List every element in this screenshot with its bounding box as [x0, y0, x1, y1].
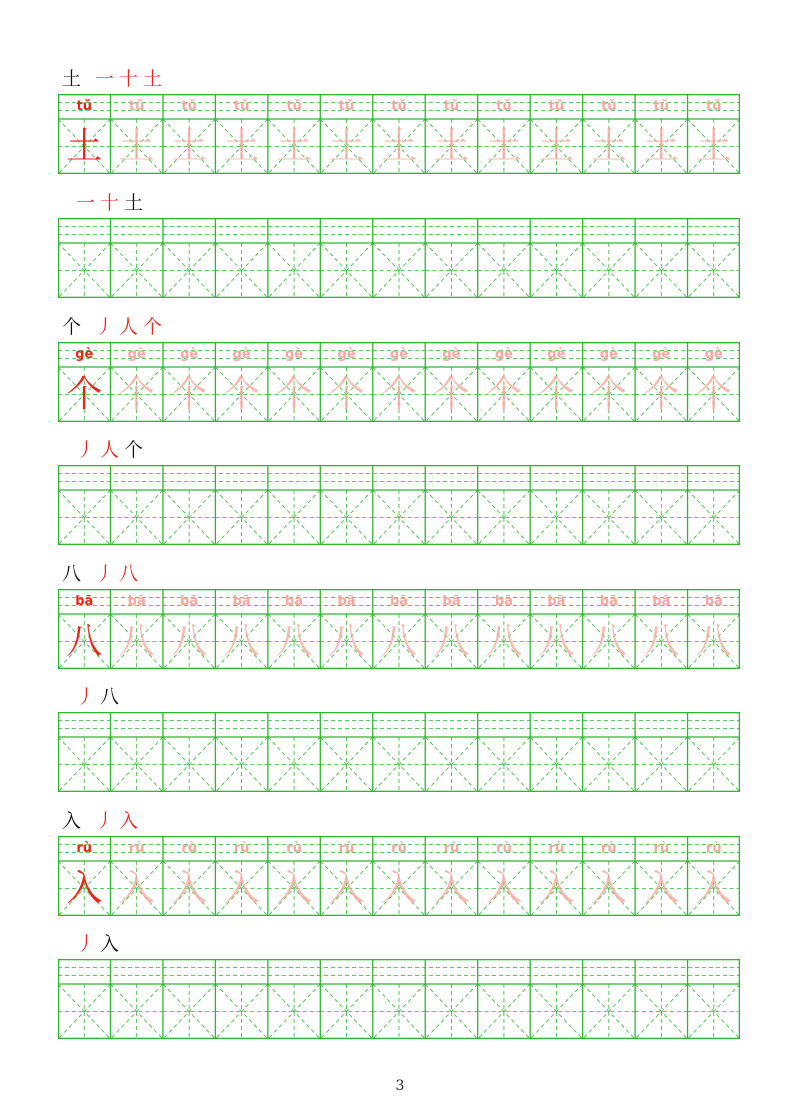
practice-stroke: 丿 [76, 686, 96, 708]
stroke-step-final: 个 [143, 316, 163, 338]
trace-cell [635, 342, 687, 422]
pinyin-trace: gè [337, 347, 356, 362]
pinyin-trace: rù [705, 841, 722, 856]
pinyin-trace: bā [599, 594, 618, 609]
trace-character: 土 [433, 126, 470, 167]
model-character: 入 [66, 868, 103, 909]
trace-character: 个 [118, 374, 155, 415]
pinyin-trace: bā [389, 594, 409, 609]
trace-cell [163, 94, 215, 174]
grid-lines [58, 712, 740, 792]
pinyin: rù [76, 841, 93, 856]
tracing-grid [58, 94, 740, 174]
trace-cell [215, 94, 267, 174]
practice-stroke-final: 土 [124, 192, 144, 214]
trace-character: 个 [328, 374, 365, 415]
pinyin-trace: gè [704, 347, 723, 362]
trace-cell [688, 589, 740, 669]
trace-cell [320, 342, 372, 422]
pinyin-trace: bā [547, 594, 566, 609]
stroke-order-header [62, 808, 143, 834]
trace-character: 入 [590, 868, 627, 909]
trace-cell [478, 589, 530, 669]
pinyin-trace: gè [232, 347, 251, 362]
trace-cell [530, 589, 582, 669]
trace-cell [635, 94, 687, 174]
trace-cell [268, 342, 320, 422]
pinyin: gè [75, 347, 94, 362]
pinyin-trace: tǔ [496, 99, 512, 114]
pinyin-trace: gè [494, 347, 513, 362]
model-cell [58, 836, 110, 916]
pinyin-trace: rù [443, 841, 460, 856]
trace-character: 土 [590, 126, 627, 167]
trace-cell [163, 342, 215, 422]
practice-stroke-final: 个 [124, 439, 144, 461]
trace-cell [163, 836, 215, 916]
trace-cell [530, 94, 582, 174]
trace-character: 八 [590, 621, 627, 662]
trace-cell [215, 589, 267, 669]
stroke-step: 十 [119, 68, 139, 90]
character-label: 个 [62, 316, 82, 338]
pinyin-trace: rù [233, 841, 250, 856]
pinyin-trace: rù [181, 841, 197, 856]
trace-character: 个 [590, 374, 627, 415]
pinyin-trace: bā [337, 594, 356, 609]
practice-stroke: 丿 [76, 439, 96, 461]
pinyin-trace: rù [653, 841, 670, 856]
pinyin-trace: gè [180, 347, 199, 362]
trace-character: 入 [118, 868, 155, 909]
trace-cell [425, 94, 477, 174]
pinyin-trace: rù [496, 841, 512, 856]
practice-stroke-header [76, 931, 124, 957]
trace-character: 八 [171, 621, 208, 662]
model-character: 个 [66, 374, 103, 415]
pinyin-trace: bā [285, 594, 304, 609]
pinyin-trace: tǔ [391, 99, 407, 114]
practice-grid [58, 959, 740, 1039]
grid-cells [58, 589, 740, 669]
grid-cells [58, 836, 740, 916]
pinyin-trace: bā [704, 594, 723, 609]
trace-cell [635, 836, 687, 916]
trace-character: 入 [328, 868, 365, 909]
pinyin-trace: tǔ [706, 99, 722, 114]
trace-cell [583, 589, 635, 669]
tracing-grid [58, 342, 740, 422]
stroke-step: 丿 [95, 810, 115, 832]
stroke-step-final: 入 [119, 810, 139, 832]
trace-cell [373, 836, 425, 916]
trace-character: 八 [118, 621, 155, 662]
trace-character: 土 [276, 126, 313, 167]
practice-stroke-final: 入 [100, 933, 120, 955]
pinyin-trace: bā [180, 594, 199, 609]
pinyin-trace: tǔ [601, 99, 617, 114]
trace-character: 个 [223, 374, 260, 415]
pinyin-trace: rù [286, 841, 302, 856]
pinyin: bā [75, 594, 94, 609]
grid-cells [58, 342, 740, 422]
trace-cell [530, 342, 582, 422]
trace-character: 八 [643, 621, 680, 662]
trace-cell [110, 836, 162, 916]
trace-cell [268, 94, 320, 174]
trace-character: 土 [118, 126, 155, 167]
trace-character: 入 [695, 868, 732, 909]
trace-cell [163, 589, 215, 669]
grid-lines [58, 218, 740, 298]
practice-stroke: 人 [100, 439, 120, 461]
stroke-step: 人 [119, 316, 139, 338]
trace-character: 入 [485, 868, 522, 909]
tracing-grid [58, 589, 740, 669]
pinyin-trace: gè [547, 347, 566, 362]
trace-character: 入 [276, 868, 313, 909]
practice-stroke-header [76, 684, 124, 710]
trace-character: 个 [171, 374, 208, 415]
character-label: 土 [62, 68, 82, 90]
trace-cell [268, 836, 320, 916]
trace-cell [320, 589, 372, 669]
trace-cell [110, 342, 162, 422]
trace-cell [583, 342, 635, 422]
pinyin-trace: tǔ [128, 99, 145, 114]
pinyin-trace: rù [128, 841, 145, 856]
trace-character: 土 [538, 126, 575, 167]
trace-cell [530, 836, 582, 916]
trace-character: 个 [643, 374, 680, 415]
pinyin-trace: rù [338, 841, 355, 856]
model-character: 八 [66, 621, 103, 662]
pinyin-trace: gè [442, 347, 461, 362]
trace-character: 土 [328, 126, 365, 167]
stroke-order-header [62, 314, 167, 340]
trace-character: 八 [380, 621, 417, 662]
trace-character: 八 [328, 621, 365, 662]
pinyin-trace: rù [391, 841, 407, 856]
trace-cell [478, 836, 530, 916]
grid-lines [58, 465, 740, 545]
trace-cell [478, 342, 530, 422]
pinyin-trace: rù [601, 841, 617, 856]
model-cell [58, 342, 110, 422]
trace-character: 入 [380, 868, 417, 909]
trace-character: 个 [538, 374, 575, 415]
trace-cell [110, 94, 162, 174]
trace-character: 土 [380, 126, 417, 167]
pinyin-trace: bā [652, 594, 671, 609]
trace-cell [320, 94, 372, 174]
trace-character: 入 [171, 868, 208, 909]
trace-cell [373, 589, 425, 669]
trace-cell [268, 589, 320, 669]
trace-cell [425, 589, 477, 669]
trace-cell [425, 342, 477, 422]
pinyin-trace: gè [389, 347, 409, 362]
trace-cell [215, 342, 267, 422]
trace-character: 八 [538, 621, 575, 662]
trace-cell [688, 342, 740, 422]
trace-character: 个 [485, 374, 522, 415]
trace-character: 土 [223, 126, 260, 167]
grid-cells [58, 94, 740, 174]
stroke-order-header [62, 66, 167, 92]
trace-cell [583, 836, 635, 916]
trace-character: 入 [538, 868, 575, 909]
model-cell [58, 589, 110, 669]
trace-character: 八 [276, 621, 313, 662]
page-number: 3 [395, 1078, 405, 1094]
pinyin-trace: bā [232, 594, 251, 609]
trace-character: 土 [695, 126, 732, 167]
trace-character: 个 [695, 374, 732, 415]
character-label: 八 [62, 563, 82, 585]
trace-character: 八 [223, 621, 260, 662]
trace-cell [688, 836, 740, 916]
pinyin-trace: tǔ [653, 99, 670, 114]
pinyin-trace: bā [442, 594, 461, 609]
pinyin-trace: tǔ [286, 99, 302, 114]
pinyin-trace: tǔ [443, 99, 460, 114]
model-character: 土 [66, 126, 103, 167]
practice-stroke: 十 [100, 192, 120, 214]
pinyin-trace: gè [285, 347, 304, 362]
stroke-step: 丿 [95, 316, 115, 338]
pinyin-trace: bā [494, 594, 513, 609]
trace-cell [373, 342, 425, 422]
practice-grid [58, 465, 740, 545]
stroke-step-final: 八 [119, 563, 139, 585]
trace-character: 入 [643, 868, 680, 909]
pinyin-trace: tǔ [548, 99, 565, 114]
stroke-order-header [62, 561, 143, 587]
practice-stroke-final: 八 [100, 686, 120, 708]
trace-character: 八 [695, 621, 732, 662]
trace-character: 个 [380, 374, 417, 415]
pinyin-trace: gè [599, 347, 618, 362]
trace-cell [373, 94, 425, 174]
practice-grid [58, 218, 740, 298]
trace-character: 土 [643, 126, 680, 167]
pinyin-trace: gè [652, 347, 671, 362]
trace-cell [215, 836, 267, 916]
practice-stroke-header [76, 190, 148, 216]
pinyin-trace: bā [127, 594, 146, 609]
tracing-grid [58, 836, 740, 916]
practice-stroke: 一 [76, 192, 96, 214]
practice-stroke-header [76, 437, 148, 463]
pinyin-trace: rù [548, 841, 565, 856]
trace-character: 入 [223, 868, 260, 909]
trace-cell [320, 836, 372, 916]
trace-character: 个 [433, 374, 470, 415]
practice-stroke: 丿 [76, 933, 96, 955]
pinyin-trace: tǔ [233, 99, 250, 114]
trace-character: 八 [485, 621, 522, 662]
trace-cell [583, 94, 635, 174]
stroke-step: 丿 [95, 563, 115, 585]
trace-character: 入 [433, 868, 470, 909]
pinyin-trace: tǔ [338, 99, 355, 114]
pinyin-trace: tǔ [181, 99, 197, 114]
practice-grid [58, 712, 740, 792]
trace-cell [425, 836, 477, 916]
trace-character: 土 [485, 126, 522, 167]
trace-character: 土 [171, 126, 208, 167]
stroke-step: 一 [95, 68, 115, 90]
model-cell [58, 94, 110, 174]
trace-character: 八 [433, 621, 470, 662]
grid-lines [58, 959, 740, 1039]
trace-character: 个 [276, 374, 313, 415]
stroke-step-final: 土 [143, 68, 163, 90]
trace-cell [688, 94, 740, 174]
trace-cell [110, 589, 162, 669]
trace-cell [635, 589, 687, 669]
pinyin: tǔ [76, 99, 92, 114]
pinyin-trace: gè [127, 347, 146, 362]
character-label: 入 [62, 810, 82, 832]
trace-cell [478, 94, 530, 174]
